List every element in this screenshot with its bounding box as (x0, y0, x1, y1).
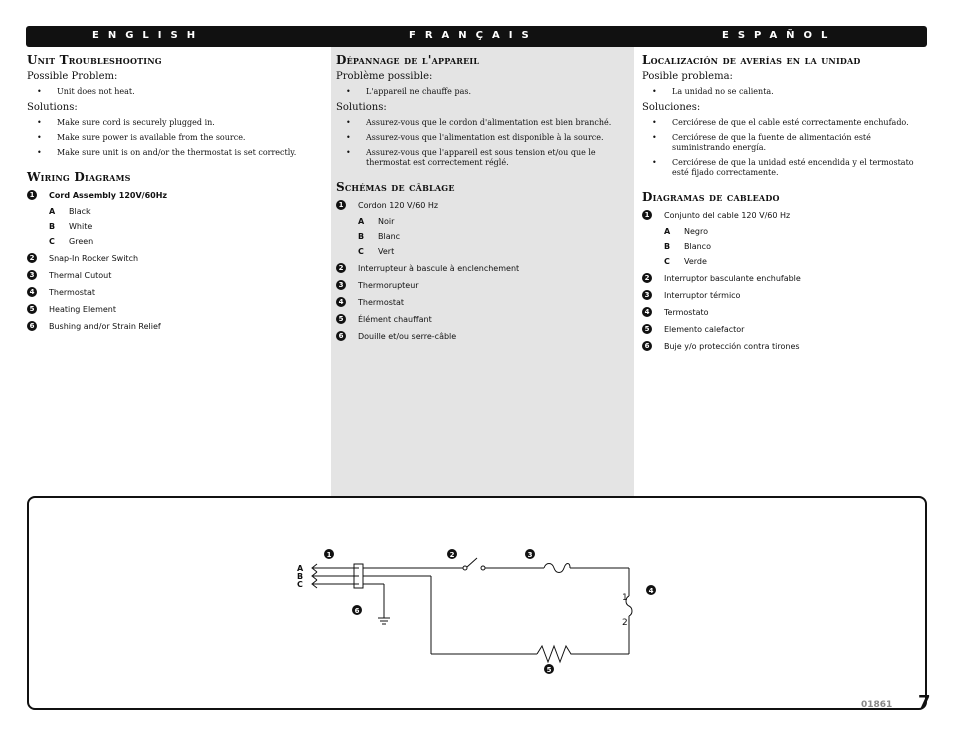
wire-letter-c: C (297, 580, 303, 589)
wire-row: A Negro (664, 227, 708, 236)
list-item: 4 Thermostat (27, 287, 321, 298)
thermal-cutout-shape (544, 564, 570, 573)
thermostat-terminal-2: 2 (622, 618, 628, 628)
wire-row: A Black (49, 207, 91, 216)
marker-1: 1 (27, 190, 37, 200)
wiring-diagram-panel (27, 496, 927, 710)
list-item: 2 Interrupteur à bascule à enclenchement (336, 263, 629, 274)
list-item: 3 Thermal Cutout (27, 270, 321, 281)
wire-row: A Noir (358, 217, 395, 226)
page-number: 7 (918, 692, 931, 713)
wire-letter-a: A (297, 564, 304, 573)
list-item: • La unidad no se calienta. (652, 87, 774, 96)
list-item: 6 Douille et/ou serre-câble (336, 331, 629, 342)
list-item: 2 Snap-In Rocker Switch (27, 253, 321, 264)
parts-list (642, 210, 922, 352)
solutions-list (27, 118, 321, 158)
wiring-title: Schémas de câblage (336, 180, 455, 194)
wire-row: B Blanc (358, 232, 401, 241)
problem-list (27, 87, 321, 97)
list-item: 4 Termostato (642, 307, 922, 318)
wire-row: C Vert (358, 247, 395, 256)
list-item: • Assurez-vous que l'alimentation est disponible à la source. (346, 133, 604, 142)
solutions-list (642, 118, 922, 178)
list-item: 1 Cordon 120 V/60 Hz (336, 200, 629, 211)
list-item: • Assurez-vous que le cordon d'alimentation est bien branché. (346, 118, 612, 127)
thermostat-terminal-1: 1 (622, 593, 628, 603)
list-item: • L'appareil ne chauffe pas. (346, 87, 471, 96)
solutions-label: Solutions: (27, 102, 78, 113)
parts-list (336, 200, 629, 342)
header-espanol: ESPAÑOL (722, 30, 837, 41)
wire-letter-b: B (297, 572, 304, 581)
problem-list (336, 87, 629, 97)
solutions-label: Soluciones: (642, 102, 701, 113)
list-item: 5 Heating Element (27, 304, 321, 315)
list-item: • Cerciórese de que la fuente de alimentación esté suministrando energía. (652, 133, 871, 152)
english-column (26, 47, 326, 496)
problem-label: Possible Problem: (27, 71, 118, 82)
list-item: • Make sure cord is securely plugged in. (37, 118, 215, 127)
list-item: 1 Conjunto del cable 120 V/60 Hz (642, 210, 922, 221)
parts-list (27, 190, 321, 332)
diagram-marker-1: 1 (326, 551, 332, 559)
troubleshooting-title: Localización de averías en la unidad (642, 53, 861, 67)
wire-row: C Green (49, 237, 94, 246)
list-item: • Assurez-vous que l'appareil est sous tension et/ou que le thermostat est correctement réglé. (346, 148, 596, 167)
list-item: • Cerciórese de que el cable esté correctamente enchufado. (652, 118, 909, 127)
header-english: ENGLISH (92, 30, 205, 41)
problem-label: Posible problema: (642, 71, 733, 82)
list-item: • Make sure unit is on and/or the thermostat is set correctly. (37, 148, 297, 157)
list-item: 6 Bushing and/or Strain Relief (27, 321, 321, 332)
troubleshooting-title: Dépannage de l'appareil (336, 53, 480, 67)
diagram-marker-6: 6 (354, 607, 360, 615)
switch-contact-right (481, 566, 485, 570)
list-item: 3 Interruptor térmico (642, 290, 922, 301)
solutions-label: Solutions: (336, 102, 387, 113)
problem-label: Problème possible: (336, 71, 433, 82)
list-item: • Unit does not heat. (37, 87, 135, 96)
wiring-title: Wiring Diagrams (27, 170, 131, 184)
list-item: 5 Élément chauffant (336, 314, 629, 325)
switch-contact-left (463, 566, 467, 570)
list-item: 5 Elemento calefactor (642, 324, 922, 335)
list-item: • Cerciórese de que la unidad esté encendida y el termostato esté fijado correctamente. (652, 158, 914, 177)
document-code: 01861 (861, 700, 893, 710)
list-item: 2 Interruptor basculante enchufable (642, 273, 922, 284)
solutions-list (336, 118, 629, 168)
header-francais: FRANÇAIS (409, 30, 538, 41)
diagram-marker-5: 5 (546, 666, 552, 674)
french-column (331, 47, 634, 496)
wire-row: B Blanco (664, 242, 711, 251)
language-header-bar (26, 26, 927, 47)
diagram-marker-3: 3 (527, 551, 533, 559)
wiring-schematic (29, 498, 925, 708)
spanish-column (637, 47, 927, 496)
list-item: 3 Thermorupteur (336, 280, 629, 291)
troubleshooting-title: Unit Troubleshooting (27, 53, 162, 67)
list-item: 4 Thermostat (336, 297, 629, 308)
list-item: 1 Cord Assembly 120V/60Hz (27, 190, 321, 201)
diagram-marker-2: 2 (449, 551, 455, 559)
problem-list (642, 87, 922, 97)
switch-lever (467, 558, 477, 567)
wire-row: B White (49, 222, 93, 231)
heating-element-shape (537, 646, 629, 662)
list-item: 6 Buje y/o protección contra tirones (642, 341, 922, 352)
wire-row: C Verde (664, 257, 707, 266)
list-item: • Make sure power is available from the source. (37, 133, 246, 142)
wiring-title: Diagramas de cableado (642, 190, 780, 204)
diagram-marker-4: 4 (648, 587, 654, 595)
